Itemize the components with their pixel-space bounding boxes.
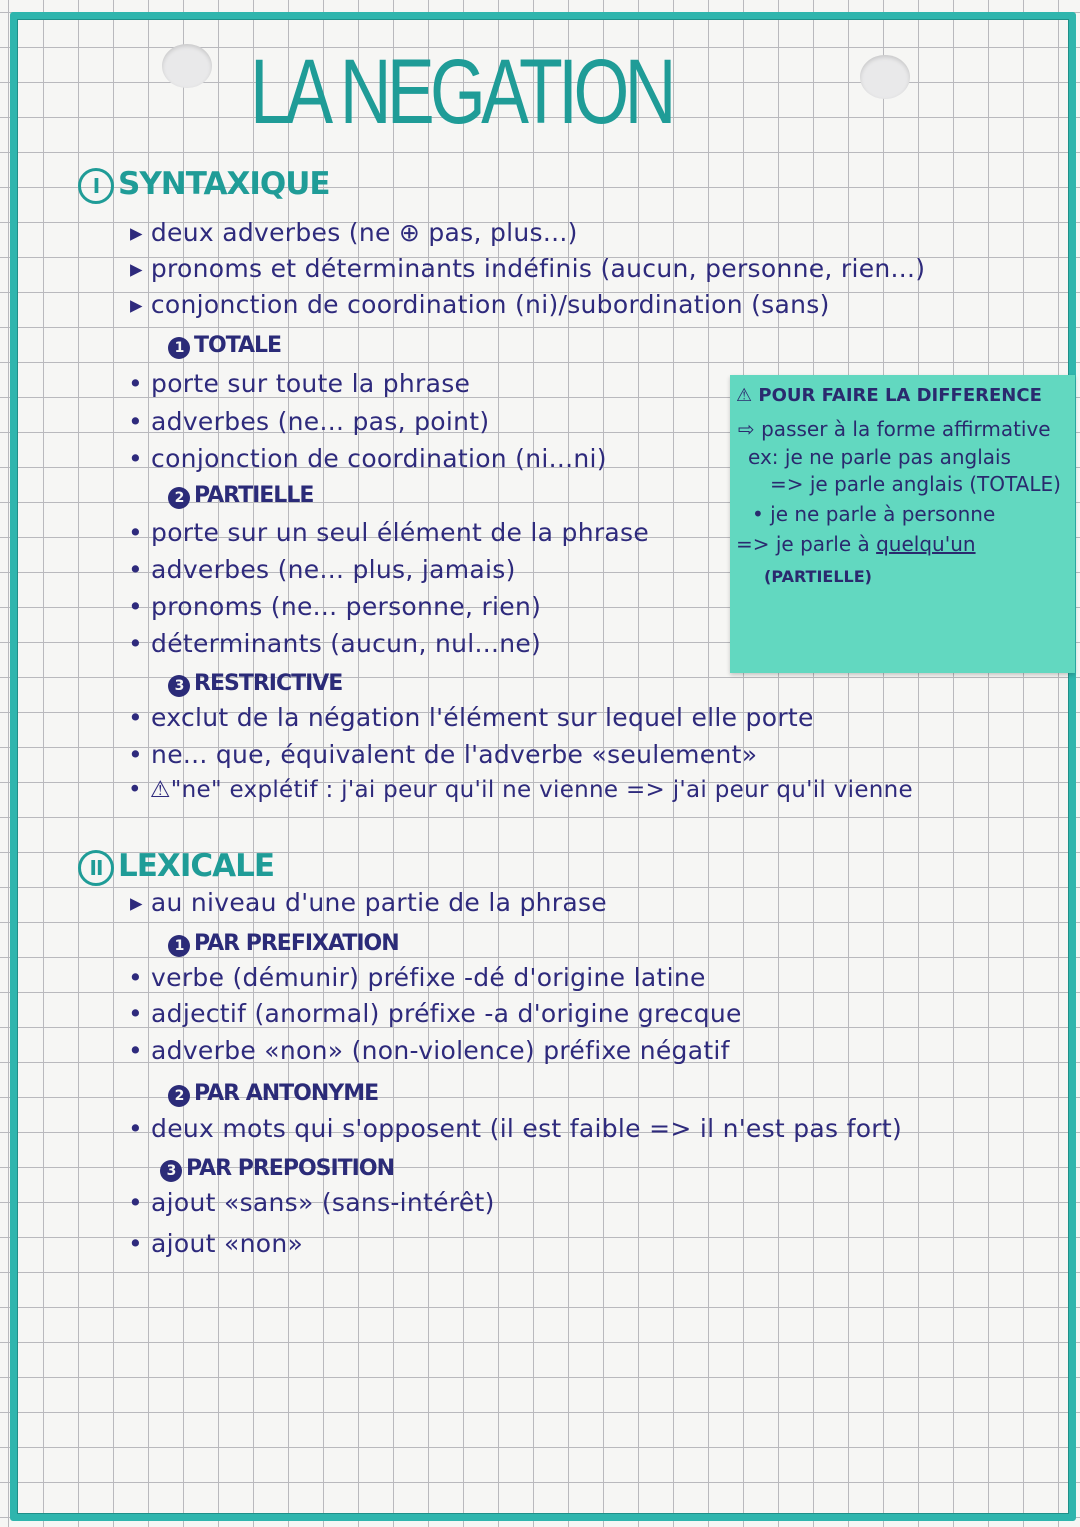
sticky-line: => je parle anglais (TOTALE) [770,472,1061,496]
subheading: 3 RESTRICTIVE [168,671,342,697]
sticky-line: (PARTIELLE) [764,567,872,586]
list-item: ▸ pronoms et déterminants indéfinis (aucun, personne, rien...) [130,254,926,283]
sticky-line: ⇨ passer à la forme affirmative [738,417,1051,441]
list-item: • verbe (démunir) préfixe -dé d'origine latine [128,963,706,992]
list-item: • adverbes (ne... plus, jamais) [128,555,516,584]
list-item: • adverbe «non» (non-violence) préfixe négatif [128,1036,730,1065]
section-heading [78,166,330,204]
list-item: • ne... que, équivalent de l'adverbe «seulement» [128,740,758,769]
sticky-line: • je ne parle à personne [752,502,996,526]
list-item: ▸ conjonction de coordination (ni)/subordination (sans) [130,290,830,319]
page-title: LA NEGATION [250,41,672,143]
list-item: ▸ au niveau d'une partie de la phrase [130,888,607,917]
sticky-note [730,375,1075,673]
section-heading [78,848,274,886]
subheading: 1 PAR PREFIXATION [168,931,399,957]
section-label: LEXICALE [118,848,275,884]
subheading: 3 PAR PREPOSITION [160,1156,394,1182]
punch-hole [162,44,212,88]
sticky-line: => je parle à quelqu'un [736,532,976,556]
list-item: • porte sur toute la phrase [128,369,471,398]
list-item: • déterminants (aucun, nul...ne) [128,629,542,658]
subheading: 2 PARTIELLE [168,483,313,509]
list-item: • adverbes (ne... pas, point) [128,407,490,436]
list-item: ▸ deux adverbes (ne ⊕ pas, plus...) [130,218,578,247]
subheading: 1 TOTALE [168,333,281,359]
section-number: II [78,850,114,886]
list-item: • ajout «sans» (sans-intérêt) [128,1188,495,1217]
list-item: • ajout «non» [128,1229,304,1258]
list-item: • deux mots qui s'opposent (il est faible => il n'est pas fort) [128,1114,903,1143]
list-item: • conjonction de coordination (ni...ni) [128,444,607,473]
sticky-heading: ⚠ POUR FAIRE LA DIFFERENCE [736,385,1042,406]
section-label: SYNTAXIQUE [118,166,330,202]
list-item: • pronoms (ne... personne, rien) [128,592,542,621]
subheading: 2 PAR ANTONYME [168,1081,378,1107]
sticky-line: ex: je ne parle pas anglais [748,445,1011,469]
list-item: • porte sur un seul élément de la phrase [128,518,650,547]
section-number: I [78,168,114,204]
list-item: • ⚠"ne" explétif : j'ai peur qu'il ne vienne => j'ai peur qu'il vienne [128,777,913,803]
punch-hole [860,55,910,99]
warning-icon: ⚠ [736,385,753,406]
list-item: • adjectif (anormal) préfixe -a d'origine grecque [128,999,742,1028]
list-item: • exclut de la négation l'élément sur lequel elle porte [128,703,814,732]
